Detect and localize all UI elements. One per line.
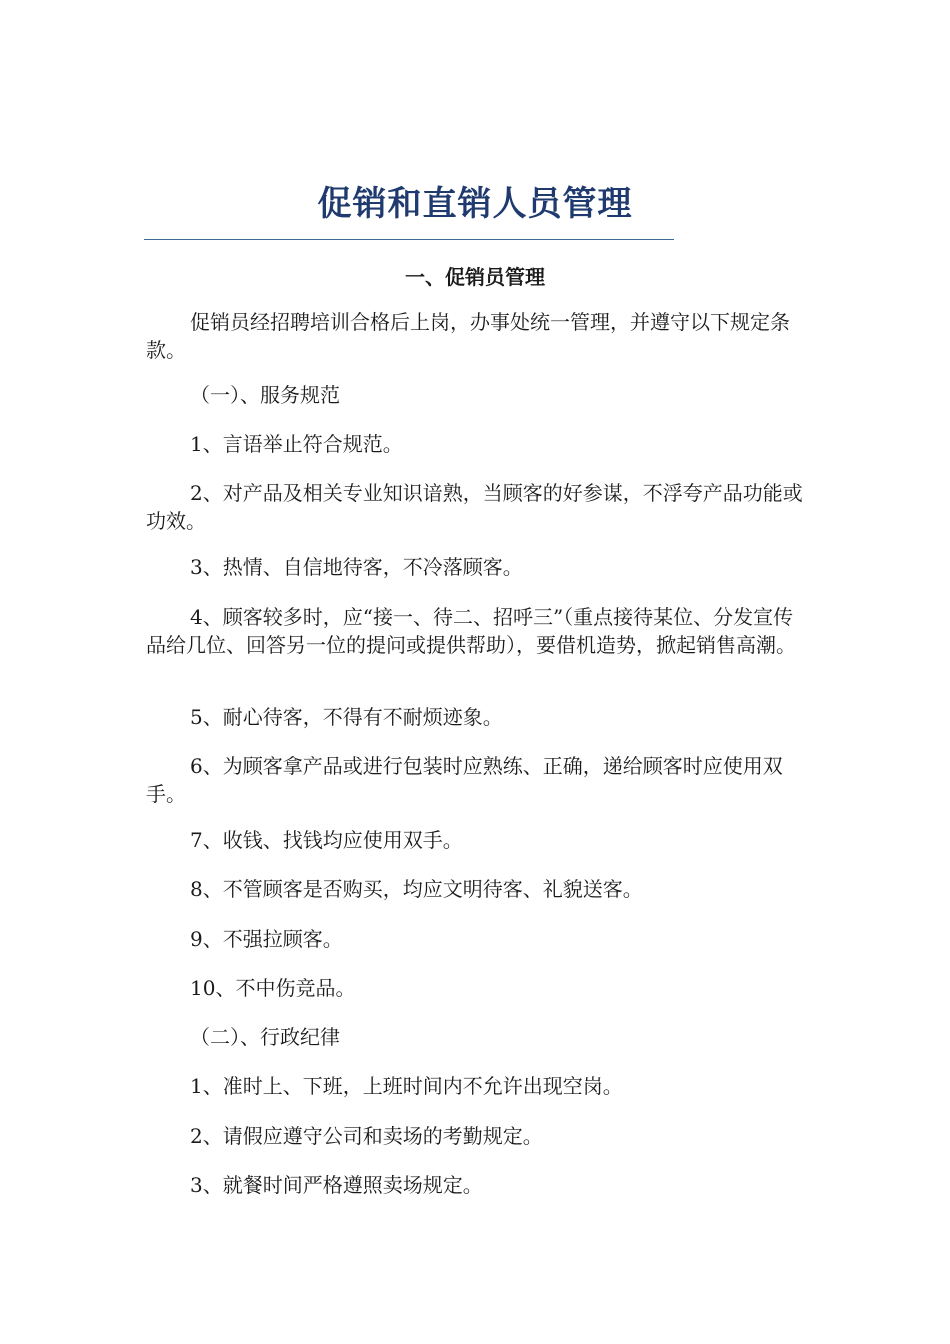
subsection-heading-service: （一）、服务规范 [190, 383, 340, 407]
discipline-item: 3、就餐时间严格遵照卖场规定。 [190, 1173, 483, 1197]
title-divider [144, 239, 674, 240]
subsection-heading-discipline: （二）、行政纪律 [190, 1025, 340, 1049]
service-item: 1、言语举止符合规范。 [190, 432, 403, 456]
intro-paragraph: 促销员经招聘培训合格后上岗，办事处统一管理，并遵守以下规定条款。 [146, 310, 790, 362]
service-item: 4、顾客较多时，应“接一、待二、招呼三”（重点接待某位、分发宣传品给几位、回答另一位的提问或提供帮助），要借机造势，掀起销售高潮。 [146, 605, 796, 657]
service-item: 7、收钱、找钱均应使用双手。 [190, 828, 463, 852]
service-item: 8、不管顾客是否购买，均应文明待客、礼貌送客。 [190, 877, 643, 901]
service-item: 6、为顾客拿产品或进行包装时应熟练、正确，递给顾客时应使用双手。 [146, 754, 783, 806]
service-item: 3、热情、自信地待客，不冷落顾客。 [190, 555, 523, 579]
service-item: 9、不强拉顾客。 [190, 927, 343, 951]
service-item: 2、对产品及相关专业知识谙熟，当顾客的好参谋，不浮夸产品功能或功效。 [146, 481, 803, 533]
service-item: 10、不中伤竞品。 [190, 976, 356, 1000]
section-heading: 一、促销员管理 [405, 265, 545, 289]
discipline-item: 2、请假应遵守公司和卖场的考勤规定。 [190, 1124, 543, 1148]
discipline-item: 1、准时上、下班，上班时间内不允许出现空岗。 [190, 1074, 623, 1098]
document-title: 促销和直销人员管理 [317, 184, 633, 224]
service-item: 5、耐心待客，不得有不耐烦迹象。 [190, 705, 503, 729]
